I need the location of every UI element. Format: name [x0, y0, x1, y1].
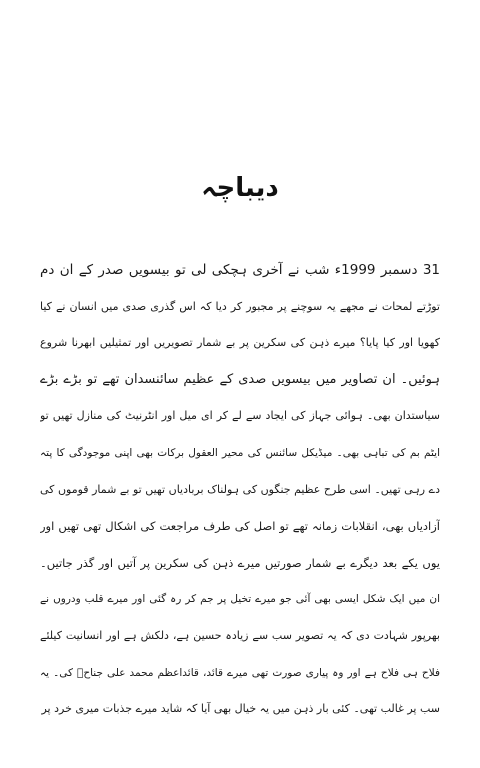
- text-line: دے رہی تھیں۔ اسی طرح عظیم جنگوں کی ہولناک بربادیاں تھیں تو بے شمار قوموں کی: [40, 482, 440, 496]
- text-line: ایٹم بم کی تباہی بھی۔ میڈیکل سائنس کی محیر العقول برکات بھی اپنی موجودگی کا پتہ: [40, 446, 440, 459]
- page-title: دیباچہ: [201, 173, 279, 203]
- text-line: آزادیاں بھی، انقلابات زمانہ تھے تو اصل کی طرف مراجعت کی اشکال تھی تھیں اور: [40, 519, 440, 534]
- text-line: توڑتے لمحات نے مجھے یہ سوچنے پر مجبور کر دیا کہ اس گذری صدی میں انسان نے کیا: [40, 299, 440, 313]
- text-line: سب پر غالب تھی۔ کئی بار ذہن میں یہ خیال بھی آیا کہ شاید میرے جذبات میری خرد پر: [41, 702, 440, 716]
- text-line: کھویا اور کیا پایا؟ میرے ذہن کی سکرین پر بے شمار تصویریں اور تمثیلیں ابھرنا شروع: [40, 336, 440, 350]
- text-line: بھرپور شہادت دی کہ یہ تصویر سب سے زیادہ حسین ہے، دلکش ہے اور انسانیت کیلئے: [40, 628, 440, 642]
- text-line: یوں یکے بعد دیگرے بے شمار صورتیں میرے ذہن کی سکرین پر آتیں اور گذر جاتیں۔: [40, 555, 440, 570]
- text-line: سیاستدان بھی۔ ہوائی جہاز کی ایجاد سے لے کر ای میل اور انٹرنیٹ کی منازل تھیں تو: [40, 409, 440, 423]
- preface-paragraph: [40, 252, 440, 728]
- text-line: ہوئیں۔ ان تصاویر میں بیسویں صدی کے عظیم سائنسدان تھے تو بڑے بڑے: [40, 371, 440, 387]
- text-line: فلاح ہی فلاح ہے اور وہ پیاری صورت تھی میرے قائد، قائداعظم محمد علی جناحؒ کی۔ یہ: [40, 666, 440, 679]
- text-line: ان میں ایک شکل ایسی بھی آئی جو میرے تخیل پر جم کر رہ گئی اور میرے قلب ودروں نے: [40, 593, 440, 606]
- text-line: 31 دسمبر 1999ء شب نے آخری ہچکی لی تو بیسویں صدر کے ان دم: [40, 262, 440, 278]
